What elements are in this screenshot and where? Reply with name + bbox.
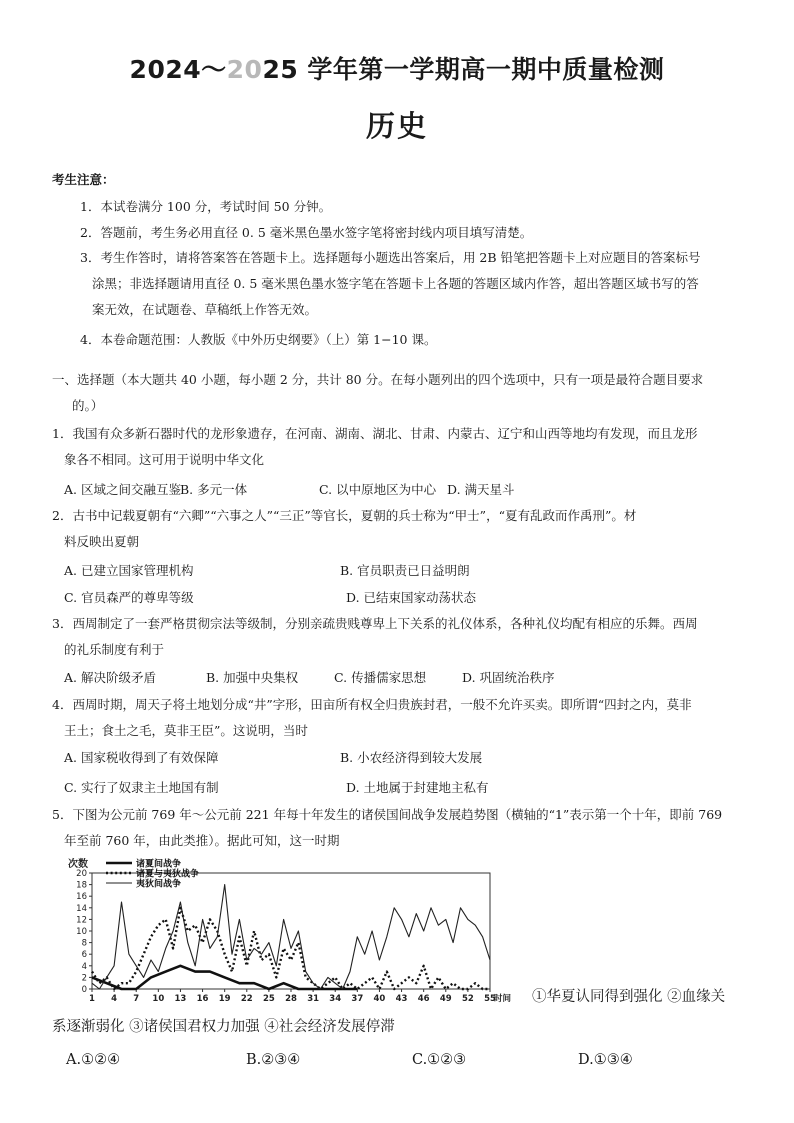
plot-frame (92, 873, 490, 989)
x-tick-label: 1 (89, 994, 95, 1003)
q4-stem: 4．西周时期，周天子将土地划分成“井”字形，田亩所有权全归贵族封君，一般不允许买卖。即所谓“四封之内，莫非 (52, 697, 692, 712)
section-heading: 一、选择题（本大题共 40 小题，每小题 2 分，共计 80 分。在每小题列出的四个选项中，只有一项是最符合题目要求 (52, 372, 704, 387)
x-tick-label: 40 (373, 994, 386, 1003)
x-tick-label: 49 (439, 994, 452, 1003)
q5-option-a[interactable]: A.①②④ (66, 1052, 121, 1068)
x-tick-label: 43 (395, 994, 408, 1003)
x-tick-label: 34 (329, 994, 342, 1003)
q3-option-d[interactable]: D. 巩固统治秩序 (462, 670, 555, 685)
title-year-start: 2024～ (129, 55, 227, 84)
x-tick-label: 10 (152, 994, 165, 1003)
x-tick-label: 28 (285, 994, 297, 1003)
y-tick-label: 10 (76, 927, 87, 937)
q2-option-b[interactable]: B. 官员职责已日益明朗 (340, 563, 470, 578)
q1-option-c[interactable]: C. 以中原地区为中心 (319, 482, 437, 497)
q4-option-b[interactable]: B. 小农经济得到较大发展 (340, 750, 483, 765)
q3-stem: 3．西周制定了一套严格贯彻宗法等级制，分别亲疏贵贱尊卑上下关系的礼仪体系，各种礼仪均配有相应的乐舞。西周 (52, 616, 698, 631)
section-heading-cont: 的。） (72, 398, 104, 413)
y-tick-label: 16 (76, 892, 87, 903)
x-tick-label: 52 (461, 994, 474, 1003)
y-tick-label: 0 (81, 985, 87, 995)
y-tick-label: 2 (81, 973, 87, 984)
title-year-faint: 20 (226, 55, 263, 84)
x-tick-label: 37 (351, 994, 364, 1003)
y-tick-label: 12 (76, 915, 87, 926)
q2-option-c[interactable]: C. 官员森严的尊卑等级 (64, 590, 194, 605)
q3-option-a[interactable]: A. 解决阶级矛盾 (64, 670, 156, 685)
notice-item-3-cont: 涂黑；非选择题请用直径 0. 5 毫米黑色墨水签字笔在答题卡上各题的答题区域内作答，超出答题区域书写的答 (92, 276, 699, 291)
y-tick-label: 18 (76, 880, 87, 891)
exam-title (0, 50, 794, 86)
q5-stem: 5．下图为公元前 769 年～公元前 221 年每十年发生的诸侯国间战争发展趋势图（横轴的“1”表示第一个十年，即前 769 (52, 807, 723, 822)
x-tick-label: 22 (240, 994, 253, 1003)
q2-stem-cont: 料反映出夏朝 (64, 534, 140, 549)
y-axis-label: 次数 (68, 859, 88, 870)
q5-option-b[interactable]: B.②③④ (246, 1052, 301, 1068)
series-line-3 (92, 885, 490, 989)
x-axis-label: 时间 (494, 994, 512, 1003)
q4-stem-cont: 王土；食土之毛，莫非王臣”。这说明，当时 (64, 723, 308, 738)
legend-label-1: 诸夏间战争 (136, 859, 182, 870)
q5-option-d[interactable]: D.①③④ (578, 1052, 633, 1068)
q3-option-b[interactable]: B. 加强中央集权 (206, 670, 299, 685)
legend-label-3: 夷狄间战争 (136, 879, 182, 890)
q5-stem-cont: 年至前 760 年，由此类推）。据此可知，这一时期 (64, 833, 340, 848)
notice-item-3: 3．考生作答时，请将答案答在答题卡上。选择题每小题选出答案后，用 2B 铅笔把答题卡上对应题目的答案标号 (80, 250, 701, 265)
notice-item-2: 2．答题前，考生务必用直径 0. 5 毫米黑色墨水签字笔将密封线内项目填写清楚。 (80, 225, 533, 240)
subject-title: 历史 (365, 109, 428, 143)
x-tick-label: 7 (133, 994, 140, 1003)
q2-stem: 2．古书中记载夏朝有“六卿”“六事之人”“三正”等官长，夏朝的兵士称为“甲士”，“夏有乱政而作禹刑”。材 (52, 508, 637, 523)
x-tick-label: 13 (174, 994, 187, 1003)
x-tick-label: 55 (484, 994, 496, 1003)
q4-option-d[interactable]: D. 土地属于封建地主私有 (346, 780, 489, 795)
q1-stem-cont: 象各不相同。这可用于说明中华文化 (64, 452, 265, 467)
notice-item-4: 4．本卷命题范围：人教版《中外历史纲要》（上）第 1−10 课。 (80, 332, 437, 347)
q1-option-a[interactable]: A. 区域之间交融互鉴 (64, 482, 181, 497)
y-tick-label: 6 (81, 950, 87, 961)
q1-option-d[interactable]: D. 满天星斗 (447, 482, 515, 497)
q4-option-a[interactable]: A. 国家税收得到了有效保障 (64, 750, 219, 765)
y-tick-label: 14 (76, 903, 87, 914)
y-tick-label: 20 (76, 869, 87, 879)
notice-heading: 考生注意： (52, 172, 115, 187)
x-tick-label: 46 (417, 994, 430, 1003)
q5-statements-cont: 系逐渐弱化 ③诸侯国君权力加强 ④社会经济发展停滞 (52, 1019, 395, 1035)
y-tick-label: 4 (81, 961, 87, 972)
x-tick-label: 19 (218, 994, 231, 1003)
q5-option-c[interactable]: C.①②③ (412, 1052, 467, 1068)
war-trend-chart (66, 853, 528, 1003)
x-tick-label: 31 (307, 994, 320, 1003)
q2-option-d[interactable]: D. 已结束国家动荡状态 (346, 590, 477, 605)
x-tick-label: 25 (262, 994, 275, 1003)
q2-option-a[interactable]: A. 已建立国家管理机构 (64, 563, 194, 578)
q3-option-c[interactable]: C. 传播儒家思想 (334, 670, 427, 685)
x-tick-label: 4 (111, 994, 118, 1003)
q5-statements-inline: ①华夏认同得到强化 ②血缘关 (532, 989, 726, 1005)
notice-item-1: 1．本试卷满分 100 分，考试时间 50 分钟。 (80, 199, 332, 214)
title-rest: 25 学年第一学期高一期中质量检测 (262, 55, 665, 84)
q4-option-c[interactable]: C. 实行了奴隶主土地国有制 (64, 780, 219, 795)
legend-label-2: 诸夏与夷狄战争 (136, 869, 200, 880)
q1-stem: 1．我国有众多新石器时代的龙形象遗存，在河南、湖南、湖北、甘肃、内蒙古、辽宁和山西等地均有发现，而且龙形 (52, 426, 698, 441)
q3-stem-cont: 的礼乐制度有利于 (64, 642, 165, 657)
x-tick-label: 16 (196, 994, 209, 1003)
y-tick-label: 8 (81, 938, 87, 949)
notice-item-3-cont2: 案无效，在试题卷、草稿纸上作答无效。 (92, 302, 318, 317)
q1-option-b[interactable]: B. 多元一体 (180, 482, 248, 497)
